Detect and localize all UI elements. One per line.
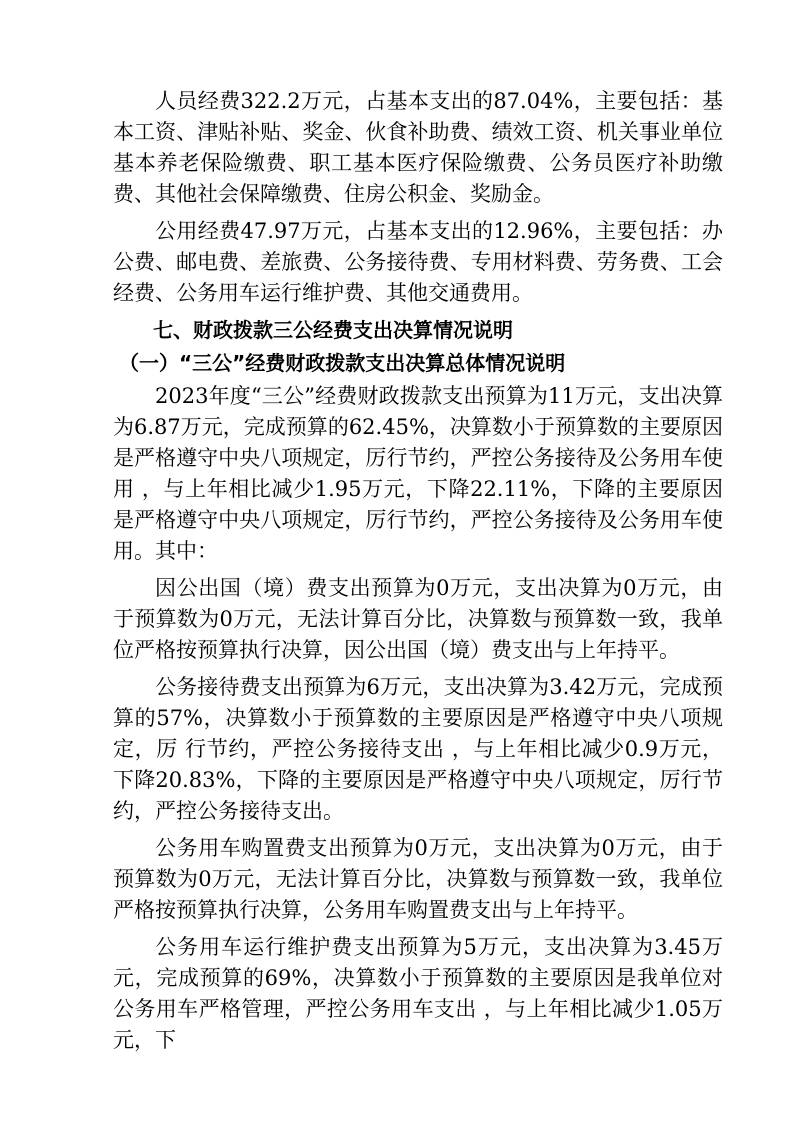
reception-expense-paragraph: 公务接待费支出预算为6万元，支出决算为3.42万元，完成预算的57%，决算数小于预算数的主要原因是严格遵守中央八项规定，厉 行节约，严控公务接待支出 ，与上年相比减少0.9万元，下降20.83%，下降的主要原因是严格遵守中央八项规定，厉行节约，严控公务接待支出。 [113,675,723,823]
document-page [113,86,723,1062]
section-heading: 七、财政拨款三公经费支出决算情况说明 [153,318,513,342]
vehicle-purchase-paragraph: 公务用车购置费支出预算为0万元，支出决算为0万元，由于预算数为0万元，无法计算百分比，决算数与预算数一致，我单位严格按预算执行决算，公务用车购置费支出与上年持平。 [113,836,723,922]
public-expense-paragraph: 公用经费47.97万元，占基本支出的12.96%，主要包括：办公费、邮电费、差旅费、公务接待费、专用材料费、劳务费、工会经费、公务用车运行维护费、其他交通费用。 [113,219,723,305]
overseas-travel-paragraph: 因公出国（境）费支出预算为0万元，支出决算为0万元，由于预算数为0万元，无法计算百分比，决算数与预算数一致，我单位严格按预算执行决算，因公出国（境）费支出与上年持平。 [113,576,723,662]
personnel-expense-paragraph: 人员经费322.2万元，占基本支出的87.04%，主要包括：基本工资、津贴补贴、奖金、伙食补助费、绩效工资、机关事业单位基本养老保险缴费、职工基本医疗保险缴费、公务员医疗补助缴费、其他社会保障缴费、住房公积金、奖励金。 [113,89,723,206]
three-public-overview-paragraph: 2023年度“三公”经费财政拨款支出预算为11万元，支出决算为6.87万元，完成预算的62.45%，决算数小于预算数的主要原因是严格遵守中央八项规定，厉行节约，严控公务接待及公务用车使用 ，与上年相比减少1.95万元，下降22.11%，下降的主要原因是严格遵守中央八项规定，厉行节约，严控公务接待及公务用车使用。其中： [113,384,723,563]
subsection-heading: （一）“三公”经费财政拨款支出决算总体情况说明 [119,351,566,375]
vehicle-operation-paragraph: 公务用车运行维护费支出预算为5万元，支出决算为3.45万元，完成预算的69%，决算数小于预算数的主要原因是我单位对公务用车严格管理，严控公务用车支出 ，与上年相比减少1.05万元，下 [113,935,723,1052]
